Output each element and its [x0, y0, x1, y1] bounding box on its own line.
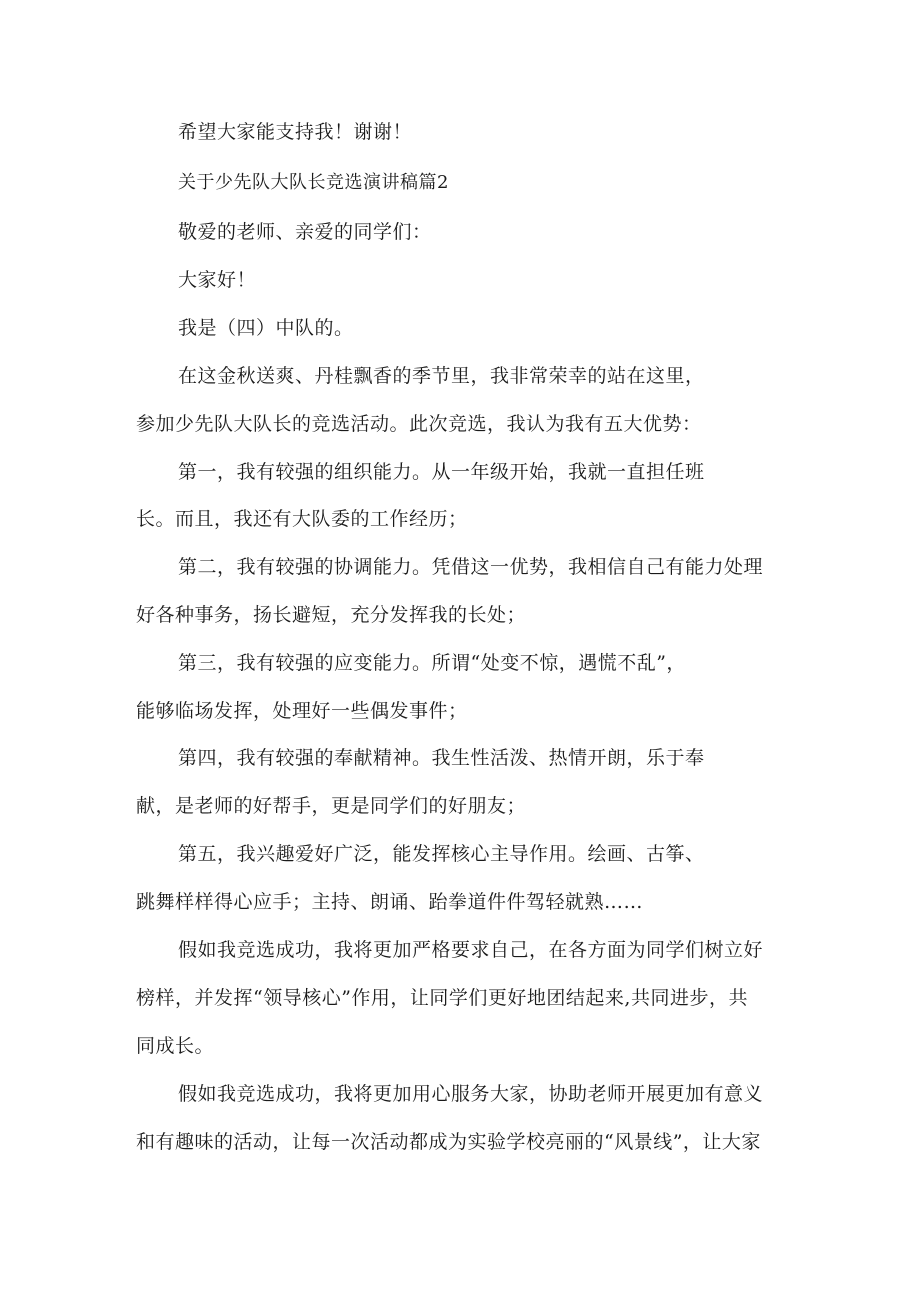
paragraph-line: 榜样，并发挥“领导核心”作用，让同学们更好地团结起来,共同进步，共 [136, 987, 748, 1009]
intro-line: 我是（四）中队的。 [178, 317, 354, 339]
paragraph-line: 在这金秋送爽、丹桂飘香的季节里，我非常荣幸的站在这里， [178, 365, 705, 387]
paragraph-line: 能够临场发挥，处理好一些偶发事件； [136, 700, 468, 722]
paragraph-line: 长。而且，我还有大队委的工作经历； [136, 508, 468, 530]
greeting: 大家好！ [178, 269, 257, 291]
paragraph-line: 假如我竞选成功，我将更加严格要求自己，在各方面为同学们树立好 [178, 939, 764, 961]
salutation: 敬爱的老师、亲爱的同学们： [178, 221, 432, 243]
paragraph-line: 同成长。 [136, 1035, 215, 1057]
paragraph-line: 第一，我有较强的组织能力。从一年级开始，我就一直担任班 [178, 461, 705, 483]
paragraph-line: 献，是老师的好帮手，更是同学们的好朋友； [136, 795, 527, 817]
speech-title: 关于少先队大队长竞选演讲稿篇2 [178, 172, 449, 193]
paragraph-line: 第三，我有较强的应变能力。所谓“处变不惊，遇慌不乱”， [178, 652, 686, 674]
paragraph-line: 第四，我有较强的奉献精神。我生性活泼、热情开朗，乐于奉 [178, 747, 705, 769]
paragraph-line: 第二，我有较强的协调能力。凭借这一优势，我相信自己有能力处理 [178, 556, 764, 578]
paragraph-line: 参加少先队大队长的竞选活动。此次竞选，我认为我有五大优势： [136, 413, 702, 435]
paragraph-line: 好各种事务，扬长避短，充分发挥我的长处； [136, 604, 527, 626]
paragraph-line: 第五，我兴趣爱好广泛，能发挥核心主导作用。绘画、古筝、 [178, 843, 705, 865]
paragraph-line: 和有趣味的活动，让每一次活动都成为实验学校亮丽的“风景线”，让大家 [136, 1131, 761, 1153]
closing-line: 希望大家能支持我！谢谢！ [178, 121, 413, 143]
paragraph-line: 跳舞样样得心应手；主持、朗诵、跆拳道件件驾轻就熟…… [136, 891, 644, 913]
paragraph-line: 假如我竞选成功，我将更加用心服务大家，协助老师开展更加有意义 [178, 1083, 764, 1105]
